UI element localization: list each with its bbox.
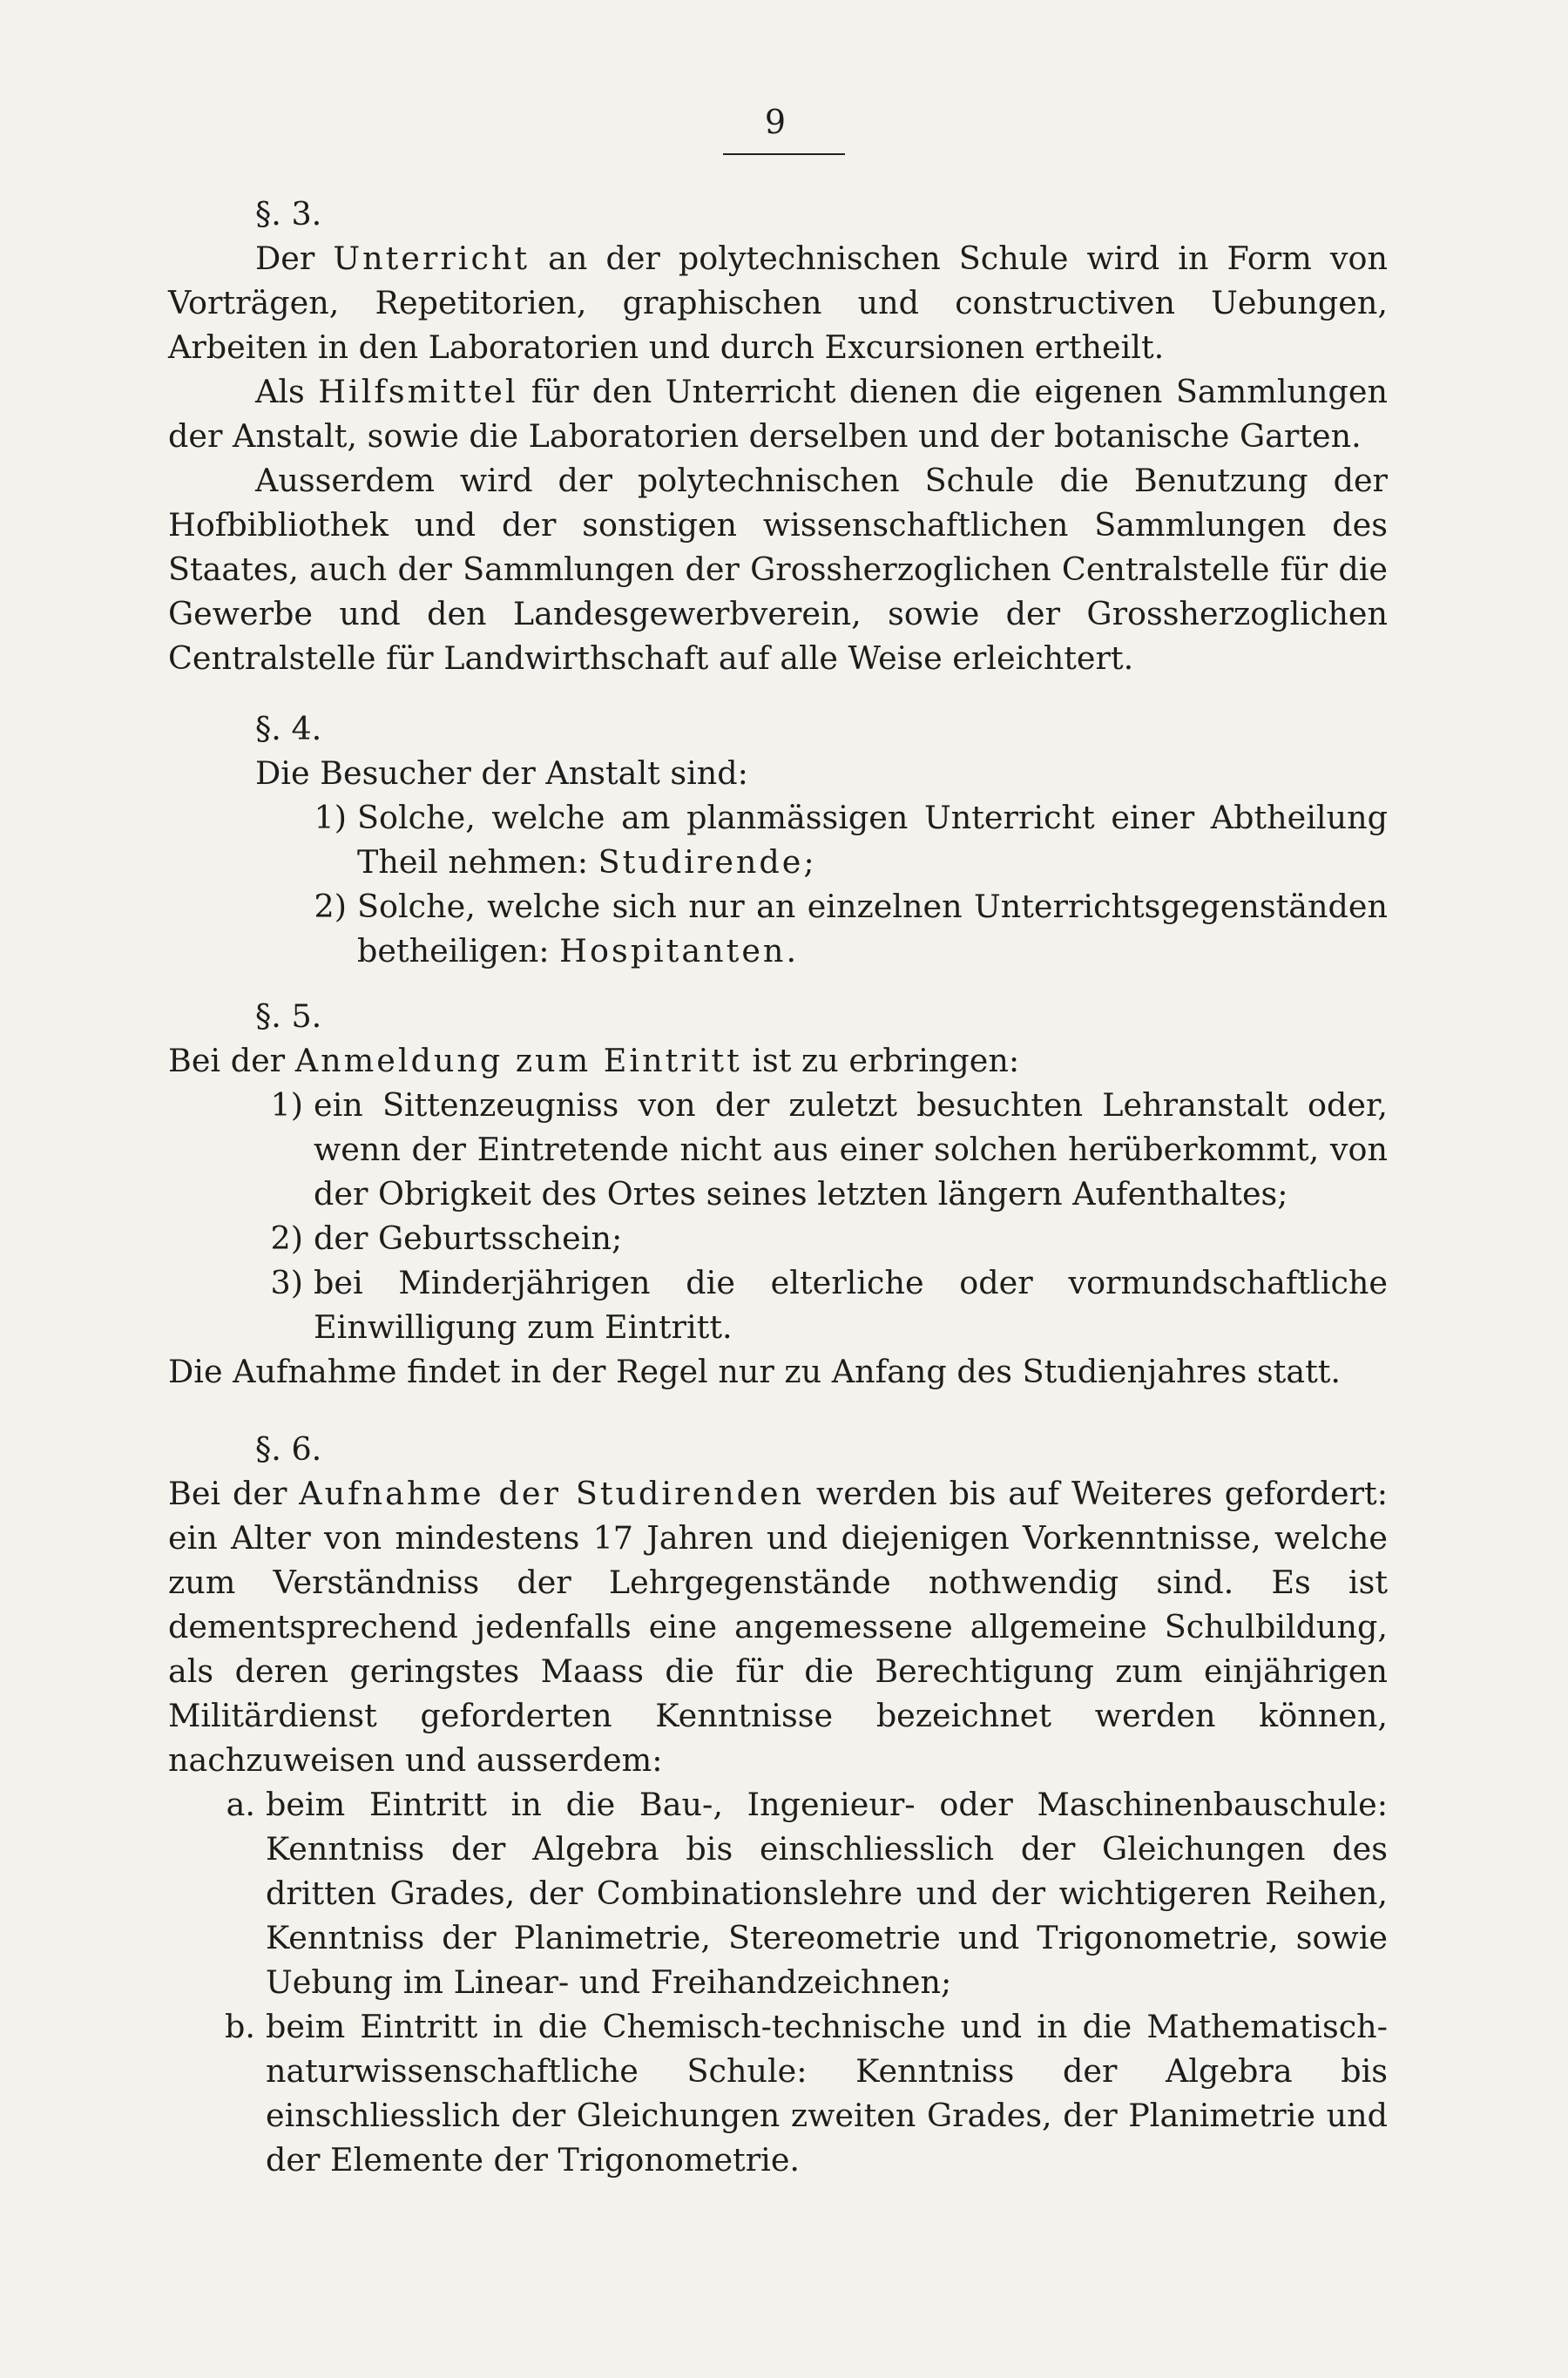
list-item xyxy=(168,1260,1388,1349)
list-item-number: a. xyxy=(226,1786,255,1823)
list-item-number: 1) xyxy=(314,799,347,836)
s3-p2-rest: für den Unterricht dienen die eigenen Sammlungen der Anstalt, sowie die Laboratorien derselben und der botanische Garten. xyxy=(168,373,1388,455)
list-item-number: 1) xyxy=(270,1086,303,1124)
list-item-number: 3) xyxy=(270,1264,303,1301)
list-item xyxy=(168,1083,1388,1216)
s3-p2-lead: Als xyxy=(255,373,305,410)
section-4-heading: §. 4. xyxy=(255,710,322,747)
list-item-text: Solche, welche am planmässigen Unterricht einer Abtheilung Theil nehmen: Studirende; xyxy=(357,799,1388,881)
list-item-number: 2) xyxy=(270,1219,303,1257)
section-6-heading: §. 6. xyxy=(255,1430,322,1468)
section-4-intro: Die Besucher der Anstalt sind: xyxy=(255,754,748,792)
list-item-text: beim Eintritt in die Chemisch-technische und in die Mathematisch-naturwissenschaftliche Schule: Kenntniss der Algebra bis einschliesslich der Gleichungen zweiten Grades, der Planimetrie und der Elemente der Trigonometrie. xyxy=(266,2008,1388,2179)
section-3-paragraph-2 xyxy=(168,369,1388,458)
list-item-text: Solche, welche sich nur an einzelnen Unterrichtsgegenständen betheiligen: Hospitanten. xyxy=(357,888,1388,969)
term-studirende: Studirende; xyxy=(598,843,817,881)
list-item-number: b. xyxy=(225,2008,255,2045)
s3-p2-emphasis: Hilfsmittel xyxy=(318,373,518,410)
page-number: 9 xyxy=(764,103,787,141)
s5-emphasis: Anmeldung zum Eintritt xyxy=(294,1042,742,1079)
list-item xyxy=(168,884,1388,973)
list-item xyxy=(168,2004,1388,2182)
list-item xyxy=(168,795,1388,884)
list-item xyxy=(168,1216,1388,1260)
list-item-text: der Geburtsschein; xyxy=(314,1219,623,1257)
s3-p1-lead: Der xyxy=(255,240,315,277)
list-item xyxy=(168,1782,1388,2004)
s3-p1-emphasis: Unterricht xyxy=(333,240,531,277)
section-3-paragraph-1 xyxy=(168,236,1388,369)
s6-emphasis: Aufnahme der Studirenden xyxy=(299,1475,805,1512)
list-item-text: beim Eintritt in die Bau-, Ingenieur- oder Maschinenbauschule: Kenntniss der Algebra bis einschliesslich der Gleichungen des dritten Grades, der Combinationslehre und der wichtigeren Reihen, Kenntniss der Planimetrie, Stereometrie und Trigonometrie, sowie Uebung im Linear- und Freihandzeichnen; xyxy=(266,1786,1388,2001)
section-3-paragraph-3: Ausserdem wird der polytechnischen Schule die Benutzung der Hofbibliothek und der sonstigen wissenschaftlichen Sammlungen des Staates, auch der Sammlungen der Grossherzoglichen Centralstelle für die Gewerbe und den Landesgewerbverein, sowie der Grossherzoglichen Centralstelle für Landwirthschaft auf alle Weise erleichtert. xyxy=(168,462,1388,677)
list-item-number: 2) xyxy=(314,888,347,925)
section-3-heading: §. 3. xyxy=(255,195,322,233)
header-rule xyxy=(723,153,845,155)
section-5-closing: Die Aufnahme findet in der Regel nur zu Anfang des Studienjahres statt. xyxy=(168,1353,1342,1390)
term-hospitanten: Hospitanten. xyxy=(559,932,800,969)
section-5-heading: §. 5. xyxy=(255,997,322,1035)
list-item-text: ein Sittenzeugniss von der zuletzt besuchten Lehranstalt oder, wenn der Eintretende nicht aus einer solchen herüberkommt, von der Obrigkeit des Ortes seines letzten längern Aufenthaltes; xyxy=(314,1086,1388,1213)
s3-p1-rest: an der polytechnischen Schule wird in Form von Vorträgen, Repetitorien, graphischen und constructiven Uebungen, Arbeiten in den Laboratorien und durch Excursionen ertheilt. xyxy=(168,240,1389,366)
page-body xyxy=(168,192,1388,2182)
list-item-text: bei Minderjährigen die elterliche oder vormundschaftliche Einwilligung zum Eintritt. xyxy=(314,1264,1388,1346)
section-5-intro: Bei der Anmeldung zum Eintritt ist zu erbringen: xyxy=(168,1042,1020,1079)
section-6-paragraph: Bei der Aufnahme der Studirenden werden bis auf Weiteres gefordert: ein Alter von mindestens 17 Jahren und diejenigen Vorkenntnisse, welche zum Verständniss der Lehrgegenstände nothwendig sind. Es ist dementsprechend jedenfalls eine angemessene allgemeine Schulbildung, als deren geringstes Maass die für die Berechtigung zum einjährigen Militärdienst geforderten Kenntnisse bezeichnet werden können, nachzuweisen und ausserdem: xyxy=(168,1475,1388,1779)
